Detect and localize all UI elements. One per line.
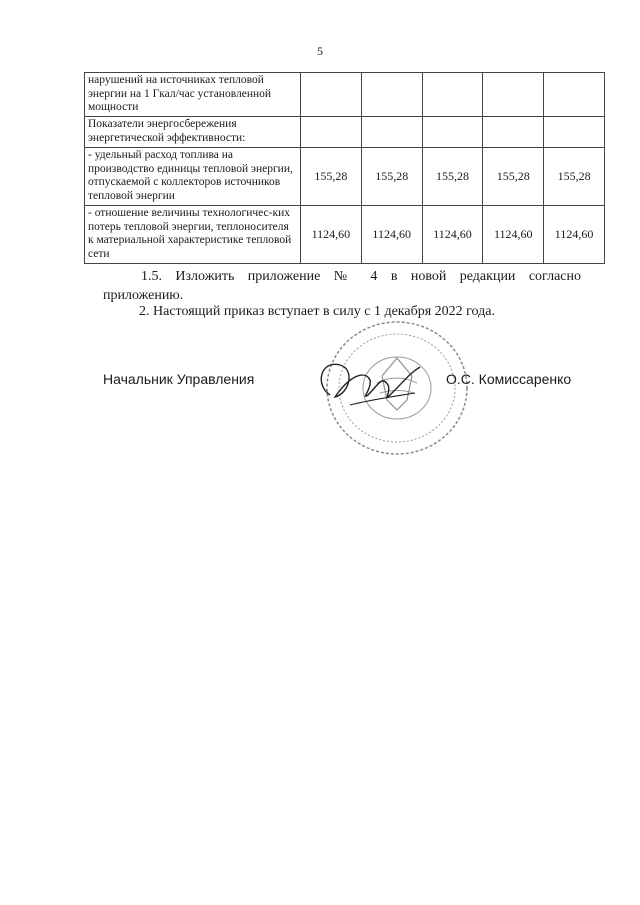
handwritten-signature-icon (310, 345, 430, 425)
indicators-table (84, 72, 605, 264)
table-cell (301, 73, 362, 117)
table-cell (483, 73, 544, 117)
table-cell: 1124,60 (422, 206, 483, 264)
signatory-title: Начальник Управления (103, 371, 255, 387)
paragraph-1: 1.5. Изложить приложение № 4 в новой редакции согласно (141, 269, 581, 284)
table-cell (544, 73, 605, 117)
table-cell (422, 117, 483, 148)
table-cell: 155,28 (361, 148, 422, 206)
table-cell (544, 117, 605, 148)
table-cell (301, 117, 362, 148)
table-cell (483, 117, 544, 148)
table-cell (361, 117, 422, 148)
table-row (85, 206, 605, 264)
table-cell: 155,28 (483, 148, 544, 206)
row-label: - удельный расход топлива на производство единицы тепловой энергии, отпускаемой с коллекторов источников тепловой энергии (85, 148, 301, 206)
table-cell: 155,28 (422, 148, 483, 206)
table-cell (361, 73, 422, 117)
table-cell: 1124,60 (361, 206, 422, 264)
table-cell (422, 73, 483, 117)
table-row (85, 73, 605, 117)
table-cell: 1124,60 (301, 206, 362, 264)
table-cell: 155,28 (301, 148, 362, 206)
row-label: нарушений на источниках тепловой энергии на 1 Гкал/час установленной мощности (85, 73, 301, 117)
page-number: 5 (317, 44, 323, 58)
paragraph-2: 2. Настоящий приказ вступает в силу с 1 декабря 2022 года. (139, 304, 495, 319)
table-cell: 1124,60 (544, 206, 605, 264)
paragraph-1-continuation: приложению. (103, 288, 184, 303)
row-label: - отношение величины технологичес-ких потерь тепловой энергии, теплоносителя к материальной характеристике тепловой сети (85, 206, 301, 264)
table-cell: 155,28 (544, 148, 605, 206)
row-label: Показатели энергосбережения энергетической эффективности: (85, 117, 301, 148)
signatory-name: О.С. Комиссаренко (446, 371, 572, 387)
table-row (85, 117, 605, 148)
table-cell: 1124,60 (483, 206, 544, 264)
table-row (85, 148, 605, 206)
